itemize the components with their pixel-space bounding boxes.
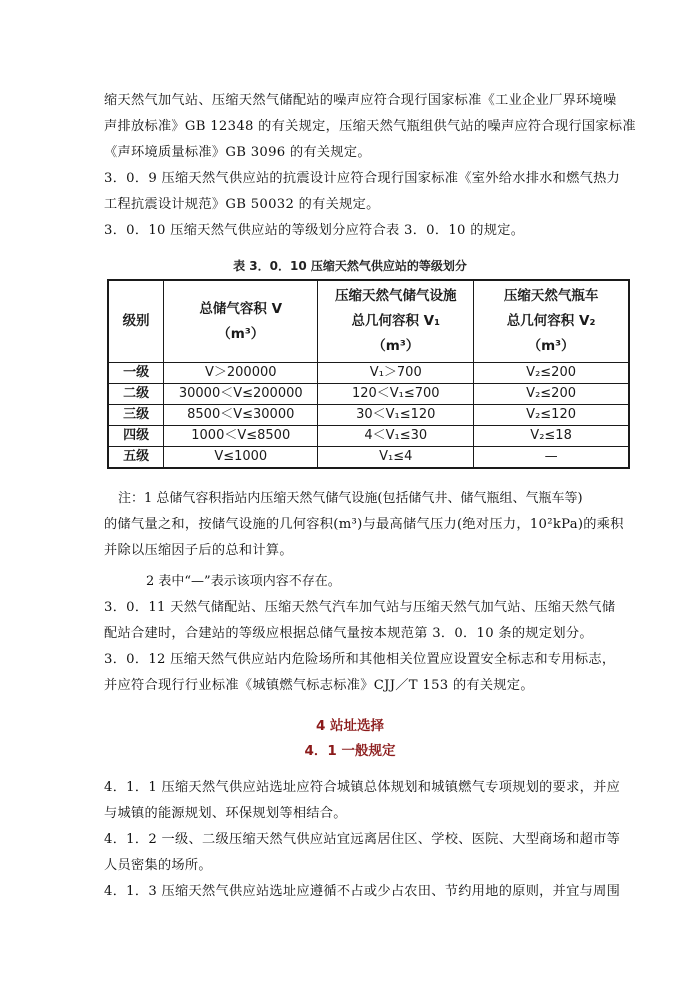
storage-volume-cell: 30＜V₁≤120 [318, 405, 474, 426]
grade-cell: 三级 [108, 405, 164, 426]
header-text: 总几何容积 V₁ [351, 313, 441, 329]
table-row [108, 447, 629, 469]
paragraph-4-1-3 [104, 879, 624, 905]
trailer-volume-cell: V₂≤18 [474, 426, 629, 447]
total-volume-cell: V≤1000 [164, 447, 318, 469]
text-line: 4．1．3 压缩天然气供应站选址应遵循不占或少占农田、节约用地的原则，并宜与周围 [104, 884, 621, 899]
table-caption: 表 3．0．10 压缩天然气供应站的等级划分 [233, 259, 467, 273]
paragraph-4-1-2 [104, 827, 624, 879]
note-1 [118, 486, 583, 512]
table-row [108, 426, 629, 447]
grade-cell: 四级 [108, 426, 164, 447]
paragraph-4-1-1 [104, 775, 624, 827]
grade-cell: 五级 [108, 447, 164, 469]
paragraph-3-0-9 [104, 166, 624, 218]
table-row [108, 384, 629, 405]
text-line: 3．0．9 压缩天然气供应站的抗震设计应符合现行国家标准《室外给水排水和燃气热力 [104, 171, 621, 186]
text-line: 4．1．1 压缩天然气供应站选址应符合城镇总体规划和城镇燃气专项规划的要求，并应 [104, 780, 621, 795]
header-text: 级别 [122, 313, 150, 329]
total-volume-cell: 8500＜V≤30000 [164, 405, 318, 426]
trailer-volume-cell: — [474, 447, 629, 469]
grade-table [107, 279, 630, 469]
chapter-title: 4 站址选择 [315, 718, 385, 734]
header-text: 总几何容积 V₂ [506, 313, 596, 329]
header-unit: （m³） [527, 338, 575, 354]
header-text: 压缩天然气瓶车 [503, 288, 599, 304]
grade-cell: 一级 [108, 363, 164, 384]
header-unit: （m³） [372, 338, 420, 354]
text-line: 配站合建时，合建站的等级应根据总储气量按本规范第 3．0．10 条的规定划分。 [104, 626, 593, 641]
total-volume-cell: 30000＜V≤200000 [164, 384, 318, 405]
trailer-volume-cell: V₂≤120 [474, 405, 629, 426]
header-text: 压缩天然气储气设施 [335, 288, 457, 304]
trailer-volume-cell: V₂≤200 [474, 384, 629, 405]
text-line: 缩天然气加气站、压缩天然气储配站的噪声应符合现行国家标准《工业企业厂界环境噪 [104, 93, 617, 108]
trailer-volume-cell: V₂≤200 [474, 363, 629, 384]
header-grade [108, 280, 164, 363]
table-row [108, 363, 629, 384]
header-total-volume [164, 280, 318, 363]
storage-volume-cell: 4＜V₁≤30 [318, 426, 474, 447]
total-volume-cell: 1000＜V≤8500 [164, 426, 318, 447]
total-volume-cell: V＞200000 [164, 363, 318, 384]
header-text: 总储气容积 V [199, 300, 283, 317]
text-line: 3．0．10 压缩天然气供应站的等级划分应符合表 3．0．10 的规定。 [104, 223, 525, 238]
paragraph-3-0-10 [104, 218, 624, 244]
header-trailer-volume [474, 280, 629, 363]
text-line: 并应符合现行行业标准《城镇燃气标志标准》CJJ／T 153 的有关规定。 [104, 678, 534, 693]
text-line: 的储气量之和，按储气设施的几何容积(m³)与最高储气压力(绝对压力，10²kPa)的乘积 [104, 517, 624, 532]
text-line: 3．0．12 压缩天然气供应站内危险场所和其他相关位置应设置安全标志和专用标志， [104, 652, 616, 667]
grade-cell: 二级 [108, 384, 164, 405]
note-2: 2 表中“—”表示该项内容不存在。 [146, 574, 341, 589]
text-line: 并除以压缩因子后的总和计算。 [104, 543, 293, 558]
table-row [108, 405, 629, 426]
storage-volume-cell: 120＜V₁≤700 [318, 384, 474, 405]
paragraph-3-0-11 [104, 595, 624, 647]
text-line: 与城镇的能源规划、环保规划等相结合。 [104, 806, 347, 821]
text-line: 工程抗震设计规范》GB 50032 的有关规定。 [104, 197, 380, 212]
section-title: 4．1 一般规定 [304, 743, 396, 759]
text-line: 注：1 总储气容积指站内压缩天然气储气设施(包括储气井、储气瓶组、气瓶车等) [118, 491, 583, 506]
text-line: 3．0．11 天然气储配站、压缩天然气汽车加气站与压缩天然气加气站、压缩天然气储 [104, 600, 616, 615]
paragraph-noise [104, 88, 636, 166]
text-line: 人员密集的场所。 [104, 858, 212, 873]
note-1-continued [104, 512, 624, 564]
header-storage-volume [318, 280, 474, 363]
header-unit: （m³） [217, 325, 265, 342]
text-line: 声排放标准》GB 12348 的有关规定，压缩天然气瓶组供气站的噪声应符合现行国家标准 [104, 119, 636, 134]
text-line: 4．1．2 一级、二级压缩天然气供应站宜远离居住区、学校、医院、大型商场和超市等 [104, 832, 621, 847]
storage-volume-cell: V₁＞700 [318, 363, 474, 384]
table-header-row [108, 280, 629, 363]
storage-volume-cell: V₁≤4 [318, 447, 474, 469]
text-line: 《声环境质量标准》GB 3096 的有关规定。 [104, 145, 371, 160]
paragraph-3-0-12 [104, 647, 624, 699]
